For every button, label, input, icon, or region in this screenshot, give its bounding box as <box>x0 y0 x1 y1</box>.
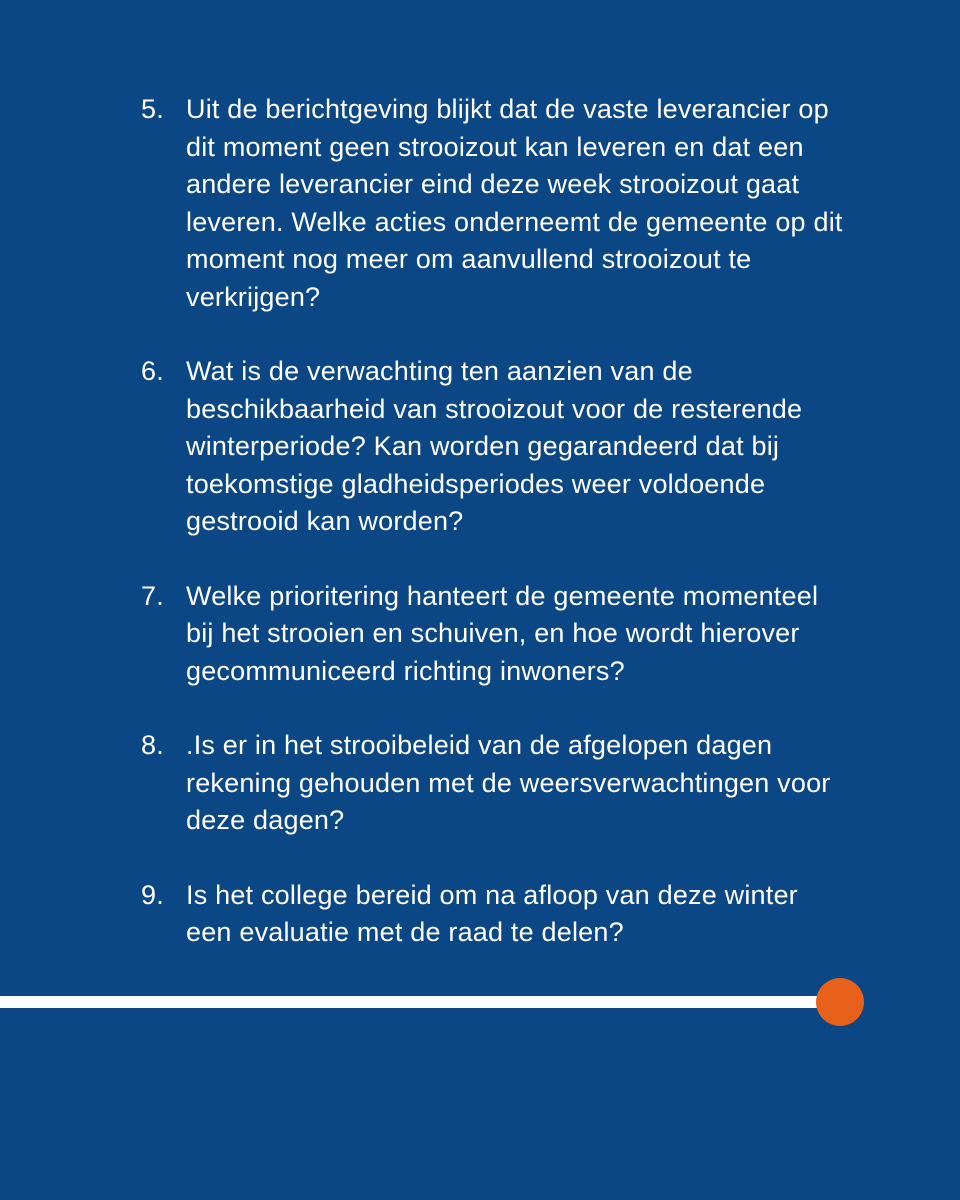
question-list <box>0 91 960 989</box>
question-text <box>186 578 906 691</box>
question-text <box>186 727 906 840</box>
question-number: 6. <box>141 356 164 386</box>
question-item-7 <box>0 578 960 691</box>
question-line: deze dagen? <box>186 805 345 835</box>
question-item-6 <box>0 353 960 541</box>
question-text <box>186 877 906 952</box>
question-item-8 <box>0 727 960 840</box>
question-line: Uit de berichtgeving blijkt dat de vaste leverancier op <box>186 94 829 124</box>
question-line: gestrooid kan worden? <box>186 506 464 536</box>
question-line: gecommuniceerd richting inwoners? <box>186 655 625 686</box>
question-line: toekomstige gladheidsperiodes weer voldoende <box>186 468 766 499</box>
question-number: 5. <box>141 94 164 124</box>
question-line: verkrijgen? <box>186 281 321 312</box>
question-text <box>186 91 906 316</box>
question-line: Is het college bereid om na afloop van deze winter <box>186 879 798 910</box>
question-number: 9. <box>141 879 164 910</box>
question-line: bij het strooien en schuiven, en hoe wordt hierover <box>186 618 800 648</box>
question-number: 7. <box>141 580 164 611</box>
question-line: winterperiode? Kan worden gegarandeerd dat bij <box>186 431 780 461</box>
question-line: een evaluatie met de raad te delen? <box>186 917 624 947</box>
question-item-5 <box>0 91 960 316</box>
question-line: Welke prioritering hanteert de gemeente momenteel <box>186 580 819 611</box>
question-text <box>186 353 906 541</box>
question-line: dit moment geen strooizout kan leveren en dat een <box>186 131 804 162</box>
question-line: rekening gehouden met de weersverwachtingen voor <box>186 767 831 798</box>
question-line: leveren. Welke acties onderneemt de gemeente op dit <box>186 206 843 237</box>
question-line: moment nog meer om aanvullend strooizout te <box>186 244 752 274</box>
question-item-9 <box>0 877 960 952</box>
question-line: beschikbaarheid van strooizout voor de resterende <box>186 393 803 424</box>
accent-dot <box>816 978 864 1026</box>
question-line: .Is er in het strooibeleid van de afgelopen dagen <box>186 730 773 760</box>
question-line: andere leverancier eind deze week strooizout gaat <box>186 169 800 199</box>
question-number: 8. <box>141 730 164 760</box>
question-line: Wat is de verwachting ten aanzien van de <box>186 356 693 386</box>
decorative-line <box>0 996 830 1008</box>
